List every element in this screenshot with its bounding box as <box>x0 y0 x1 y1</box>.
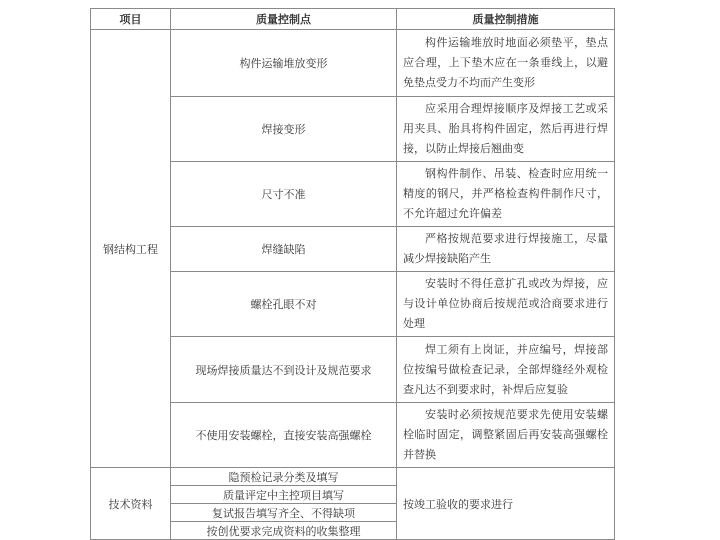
control-point: 不使用安装螺栓，直接安装高强螺栓 <box>171 403 397 468</box>
header-control-point: 质量控制点 <box>171 9 397 30</box>
tech-point: 复试报告填写齐全、不得缺项 <box>171 504 397 522</box>
header-item: 项目 <box>91 9 171 30</box>
control-point: 焊接变形 <box>171 97 397 162</box>
category-steel: 钢结构工程 <box>91 30 171 468</box>
control-measure: 安装时不得任意扩孔或改为焊接，应与设计单位协商后按规范或洽商要求进行处理 <box>397 272 615 337</box>
header-control-measure: 质量控制措施 <box>397 9 615 30</box>
control-measure: 钢构件制作、吊装、检查时应用统一精度的钢尺，并严格检查构件制作尺寸，不允许超过允许偏差 <box>397 162 615 227</box>
category-tech: 技术资料 <box>91 468 171 540</box>
control-point: 现场焊接质量达不到设计及规范要求 <box>171 337 397 403</box>
control-point: 焊缝缺陷 <box>171 227 397 272</box>
control-measure: 构件运输堆放时地面必须垫平，垫点应合理，上下垫木应在一条垂线上，以避免垫点受力不均而产生变形 <box>397 30 615 97</box>
tech-point: 按创优要求完成资料的收集整理 <box>171 522 397 540</box>
header-row <box>91 9 615 30</box>
tech-measure: 按竣工验收的要求进行 <box>397 468 615 540</box>
control-measure: 焊工须有上岗证，并应编号，焊接部位按编号做检查记录，全部焊缝经外观检查凡达不到要求时，补焊后应复验 <box>397 337 615 403</box>
control-measure: 严格按规范要求进行焊接施工，尽量减少焊接缺陷产生 <box>397 227 615 272</box>
control-point: 构件运输堆放变形 <box>171 30 397 97</box>
control-point: 尺寸不准 <box>171 162 397 227</box>
quality-control-table <box>90 8 615 540</box>
tech-point: 质量评定中主控项目填写 <box>171 486 397 504</box>
control-measure: 安装时必须按规范要求先使用安装螺栓临时固定，调整紧固后再安装高强螺栓并替换 <box>397 403 615 468</box>
tech-point: 隐预检记录分类及填写 <box>171 468 397 486</box>
table-row <box>91 30 615 97</box>
control-measure: 应采用合理焊接顺序及焊接工艺或采用夹具、胎具将构件固定，然后再进行焊接，以防止焊接后翘曲变 <box>397 97 615 162</box>
table-row <box>91 468 615 486</box>
control-point: 螺栓孔眼不对 <box>171 272 397 337</box>
